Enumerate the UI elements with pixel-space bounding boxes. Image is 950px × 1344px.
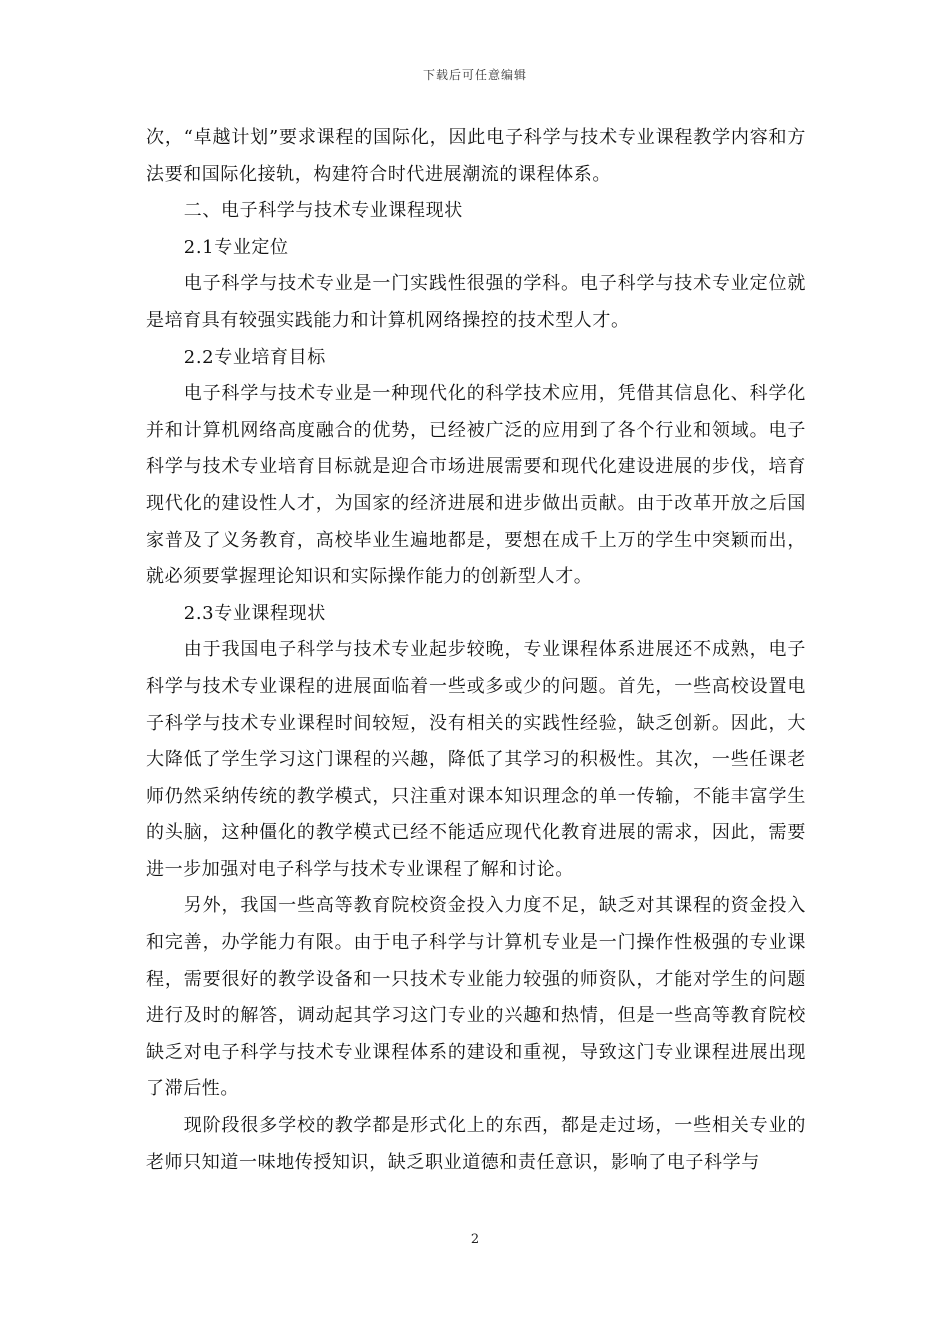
page-number: 2 <box>470 1232 480 1247</box>
paragraph: 电子科学与技术专业是一种现代化的科学技术应用，凭借其信息化、科学化并和计算机网络高度融合的优势，已经被广泛的应用到了各个行业和领域。电子科学与技术专业培育目标就是迎合市场进展需要和现代化建设进展的步伐，培育现代化的建设性人才，为国家的经济进展和进步做出贡献。由于改革开放之后国家普及了义务教育，高校毕业生遍地都是，要想在成千上万的学生中突颖而出，就必须要掌握理论知识和实际操作能力的创新型人才。 <box>146 383 806 588</box>
paragraph-continuation: 次，“卓越计划”要求课程的国际化，因此电子科学与技术专业课程教学内容和方法要和国际化接轨，构建符合时代进展潮流的课程体系。 <box>146 127 806 185</box>
paragraph: 由于我国电子科学与技术专业起步较晚，专业课程体系进展还不成熟，电子科学与技术专业课程的进展面临着一些或多或少的问题。首先，一些高校设置电子科学与技术专业课程时间较短，没有相关的实践性经验，缺乏创新。因此，大大降低了学生学习这门课程的兴趣，降低了其学习的积极性。其次，一些任课老师仍然采纳传统的教学模式，只注重对课本知识理念的单一传输，不能丰富学生的头脑，这种僵化的教学模式已经不能适应现代化教育进展的需求，因此，需要进一步加强对电子科学与技术专业课程了解和讨论。 <box>146 639 806 880</box>
page-header: 下载后可任意编辑 <box>422 68 527 82</box>
document-body <box>146 120 806 1181</box>
paragraph: 现阶段很多学校的教学都是形式化上的东西，都是走过场，一些相关专业的老师只知道一味地传授知识，缺乏职业道德和责任意识，影响了电子科学与 <box>146 1115 806 1173</box>
subsection-heading-2-1: 2.1专业定位 <box>183 236 289 258</box>
paragraph: 电子科学与技术专业是一门实践性很强的学科。电子科学与技术专业定位就是培育具有较强实践能力和计算机网络操控的技术型人才。 <box>146 273 806 331</box>
section-heading: 二、电子科学与技术专业课程现状 <box>183 200 463 222</box>
paragraph: 另外，我国一些高等教育院校资金投入力度不足，缺乏对其课程的资金投入和完善，办学能力有限。由于电子科学与计算机专业是一门操作性极强的专业课程，需要很好的教学设备和一只技术专业能力较强的师资队，才能对学生的问题进行及时的解答，调动起其学习这门专业的兴趣和热情，但是一些高等教育院校缺乏对电子科学与技术专业课程体系的建设和重视，导致这门专业课程进展出现了滞后性。 <box>146 895 806 1100</box>
subsection-heading-2-3: 2.3专业课程现状 <box>183 602 326 624</box>
subsection-heading-2-2: 2.2专业培育目标 <box>183 346 326 368</box>
